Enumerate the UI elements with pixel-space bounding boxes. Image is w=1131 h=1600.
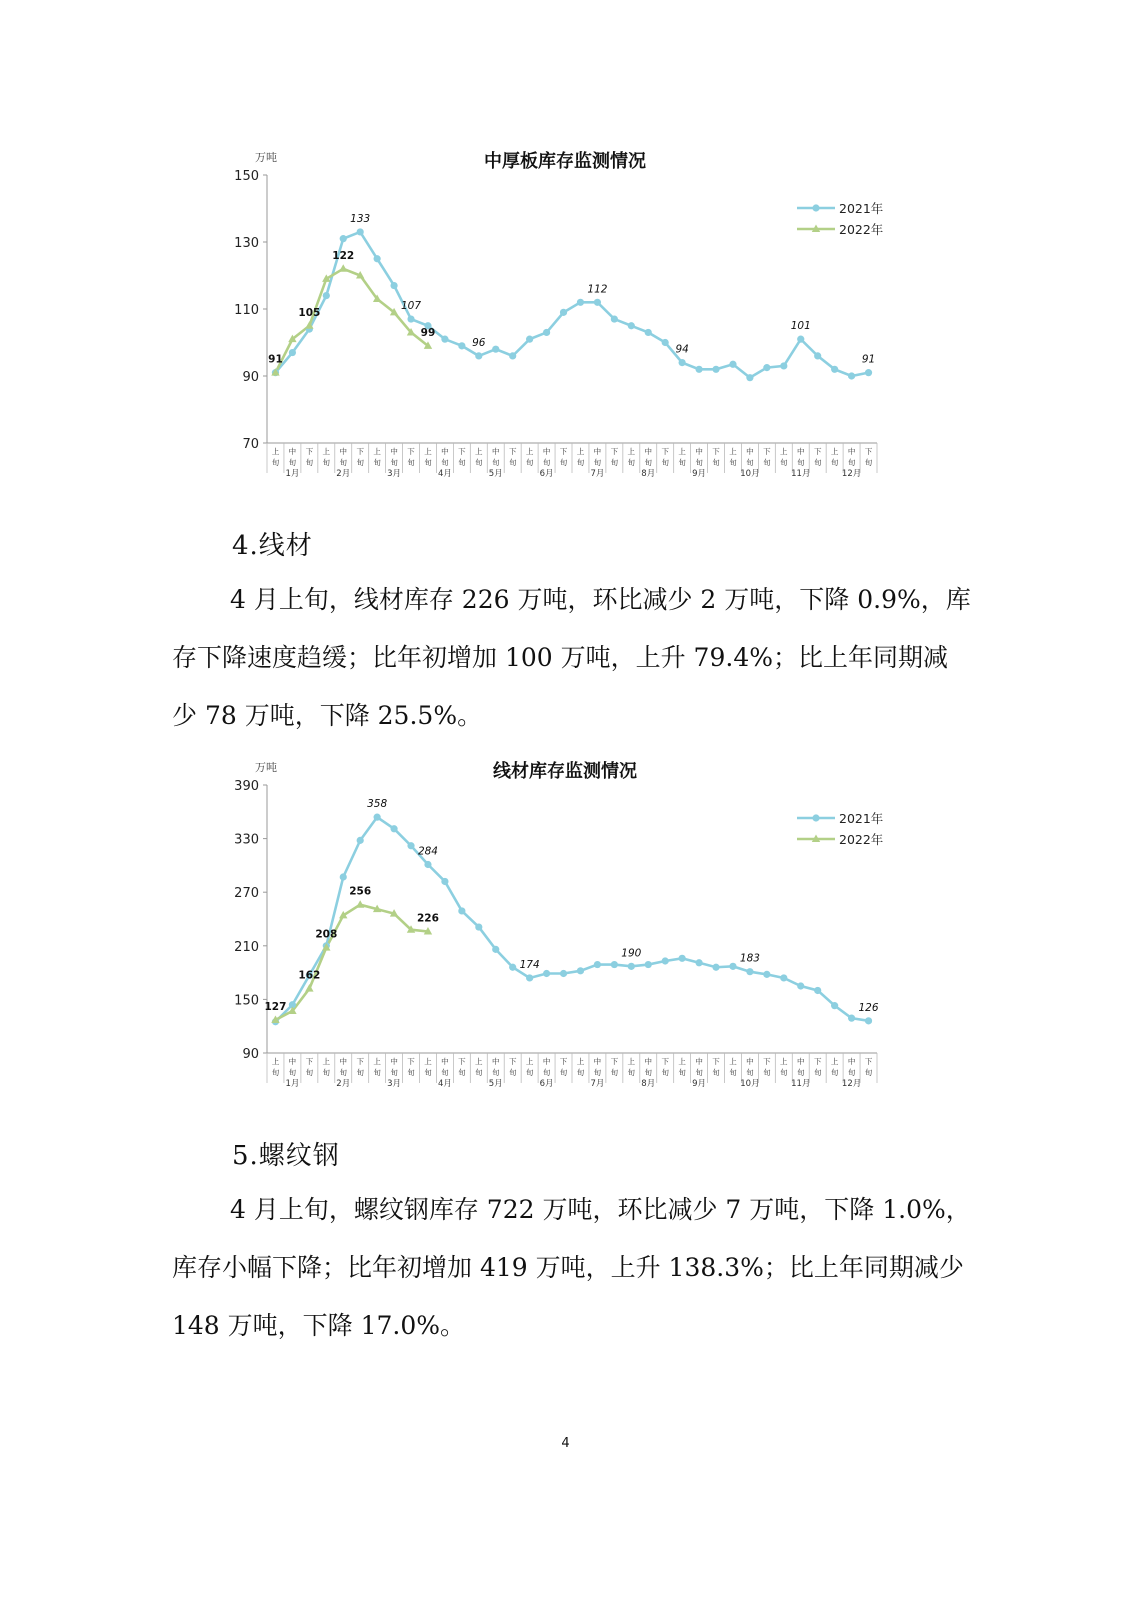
series-2021-line [275,232,868,378]
series-2021-point [407,315,414,322]
x-tick-label-bottom: 旬 [712,1068,720,1077]
data-label: 105 [298,306,321,319]
x-tick-label-top: 中 [390,447,398,456]
x-tick-label-bottom: 旬 [695,1068,703,1077]
x-tick-label-bottom: 旬 [678,458,686,467]
data-label: 162 [298,969,321,982]
y-tick-label: 270 [234,886,259,902]
x-tick-label-bottom: 旬 [610,458,619,467]
series-2021-point [763,364,770,371]
month-label: 8月 [641,469,656,479]
x-tick-label-top: 中 [644,1057,652,1066]
series-2021-point [611,961,618,968]
series-2021-point [340,235,347,242]
month-label: 10月 [740,1079,760,1089]
x-tick-label-bottom: 旬 [475,1068,483,1077]
x-tick-label-bottom: 旬 [525,458,534,467]
month-label: 12月 [841,1079,862,1089]
x-tick-label-bottom: 旬 [593,1068,602,1077]
x-tick-label-bottom: 旬 [542,458,551,467]
series-2021-point [577,299,584,306]
series-2021-point [526,336,533,343]
chart-svg [225,145,895,480]
x-tick-label-top: 中 [492,447,500,456]
x-tick-label-top: 中 [339,447,347,456]
data-label: 122 [332,249,355,262]
month-label: 9月 [692,469,707,479]
x-tick-label-top: 上 [322,1057,331,1066]
data-label: 190 [621,947,642,960]
x-tick-label-bottom: 旬 [288,458,297,467]
x-tick-label-top: 中 [288,447,297,456]
paragraph-rebar [172,1181,972,1355]
x-tick-label-top: 中 [492,1057,500,1066]
data-label: 174 [519,958,540,971]
x-tick-label-bottom: 旬 [661,458,669,467]
x-tick-label-bottom: 旬 [627,1068,636,1077]
x-tick-label-top: 下 [763,447,771,456]
series-2021-point [848,372,855,379]
x-tick-label-top: 下 [712,1057,720,1066]
x-tick-label-top: 下 [458,447,466,456]
circle-marker [812,814,819,821]
x-tick-label-top: 下 [356,447,364,456]
series-2021-point [374,255,381,262]
chart-title: 中厚板库存监测情况 [484,151,646,172]
x-tick-label-top: 下 [813,1057,822,1066]
x-tick-label-bottom: 旬 [763,458,771,467]
x-tick-label-bottom: 旬 [813,1068,822,1077]
data-label: 112 [587,283,608,296]
x-tick-label-bottom: 旬 [475,458,483,467]
x-tick-label-top: 下 [610,1057,619,1066]
series-2021-point [865,1017,872,1024]
month-label: 4月 [437,1079,452,1089]
series-2022-point [339,264,347,272]
x-tick-label-top: 中 [746,447,754,456]
month-label: 10月 [740,469,760,479]
x-tick-label-top: 上 [576,447,585,456]
data-label: 126 [858,1001,879,1014]
x-tick-label-top: 中 [847,447,856,456]
legend-label-2022: 2022年 [839,832,884,847]
series-2021-point [679,955,686,962]
month-label: 3月 [387,1079,402,1089]
month-label: 7月 [590,1079,605,1089]
x-tick-label-top: 中 [339,1057,347,1066]
x-tick-label-bottom: 旬 [356,458,364,467]
x-tick-label-top: 下 [407,1057,415,1066]
x-tick-label-bottom: 旬 [864,458,873,467]
x-tick-label-bottom: 旬 [729,458,737,467]
x-tick-label-bottom: 旬 [644,1068,652,1077]
x-tick-label-bottom: 旬 [407,458,415,467]
x-tick-label-top: 中 [695,1057,703,1066]
legend-label-2021: 2021年 [839,201,884,216]
data-label: 107 [401,300,422,313]
series-2021-point [509,352,516,359]
x-tick-label-top: 上 [627,1057,636,1066]
x-tick-label-top: 上 [830,1057,839,1066]
x-tick-label-bottom: 旬 [678,1068,686,1077]
x-tick-label-bottom: 旬 [356,1068,364,1077]
x-tick-label-bottom: 旬 [339,458,347,467]
series-2021-point [628,963,635,970]
month-label: 7月 [590,469,605,479]
x-tick-label-bottom: 旬 [830,1068,839,1077]
series-2021-point [458,342,465,349]
series-2021-point [424,861,431,868]
series-2021-point [628,322,635,329]
data-label: 94 [675,343,689,356]
x-tick-label-bottom: 旬 [695,458,703,467]
series-2021-point [526,974,533,981]
x-tick-label-top: 上 [373,1057,381,1066]
legend-label-2021: 2021年 [839,811,884,826]
series-2022-point [356,900,364,908]
wire-rod-inventory-chart [225,755,895,1089]
x-tick-label-top: 中 [797,1057,805,1066]
series-2021-point [645,961,652,968]
x-tick-label-bottom: 旬 [610,1068,619,1077]
x-tick-label-bottom: 旬 [322,1068,331,1077]
y-tick-label: 330 [234,832,259,848]
x-tick-label-top: 上 [780,447,788,456]
month-label: 8月 [641,1079,656,1089]
x-tick-label-top: 下 [458,1057,466,1066]
y-tick-label: 70 [242,437,259,452]
x-tick-label-top: 上 [729,1057,737,1066]
series-2021-point [662,957,669,964]
series-2021-point [475,352,482,359]
series-2021-point [543,970,550,977]
x-tick-label-bottom: 旬 [847,458,856,467]
y-tick-label: 110 [234,303,259,318]
x-tick-label-bottom: 旬 [492,1068,500,1077]
data-label: 284 [417,845,438,858]
x-tick-label-bottom: 旬 [576,458,585,467]
x-tick-label-top: 上 [780,1057,788,1066]
x-tick-label-top: 上 [475,1057,483,1066]
x-tick-label-bottom: 旬 [830,458,839,467]
series-2021-point [662,339,669,346]
month-label: 9月 [692,1079,707,1089]
x-tick-label-top: 下 [559,447,568,456]
x-tick-label-top: 下 [305,1057,314,1066]
x-tick-label-bottom: 旬 [373,1068,381,1077]
x-tick-label-bottom: 旬 [797,458,805,467]
month-label: 2月 [336,1079,351,1089]
series-2021-point [560,309,567,316]
x-tick-label-top: 中 [390,1057,398,1066]
x-tick-label-bottom: 旬 [797,1068,805,1077]
series-2021-point [594,961,601,968]
x-tick-label-top: 下 [661,1057,669,1066]
x-tick-label-top: 中 [847,1057,856,1066]
x-tick-label-bottom: 旬 [780,1068,788,1077]
circle-marker [812,204,819,211]
series-2021-point [695,959,702,966]
series-2021-line [275,817,868,1022]
month-label: 4月 [437,469,452,479]
section-heading-wire-rod: 4.线材 [232,531,313,561]
x-tick-label-top: 下 [763,1057,771,1066]
x-tick-label-bottom: 旬 [644,458,652,467]
y-axis-unit: 万吨 [255,761,277,774]
x-tick-label-top: 中 [542,447,551,456]
x-tick-label-bottom: 旬 [712,458,720,467]
data-label: 133 [350,212,371,225]
x-tick-label-top: 上 [424,447,432,456]
x-tick-label-top: 中 [695,447,703,456]
paragraph-text: 4 月上旬，螺纹钢库存 722 万吨，环比减少 7 万吨，下降 1.0%，库存小幅下降；比年初增加 419 万吨，上升 138.3%；比上年同期减少 148 万吨，下降 17.0%。 [172,1195,971,1340]
data-label: 208 [315,928,338,941]
x-tick-label-bottom: 旬 [305,1068,314,1077]
series-2021-point [746,968,753,975]
x-tick-label-bottom: 旬 [424,458,432,467]
x-tick-label-top: 上 [424,1057,432,1066]
series-2021-point [695,366,702,373]
x-tick-label-top: 上 [729,447,737,456]
series-2021-point [492,946,499,953]
series-2021-point [780,362,787,369]
x-tick-label-bottom: 旬 [593,458,602,467]
chart-title: 线材库存监测情况 [493,761,637,782]
x-tick-label-bottom: 旬 [373,458,381,467]
data-label: 96 [472,336,486,349]
x-tick-label-top: 上 [525,1057,534,1066]
series-2022-line [275,905,428,1020]
month-label: 1月 [285,1079,300,1089]
series-2021-point [814,352,821,359]
x-tick-label-bottom: 旬 [271,1068,280,1077]
series-2021-point [560,970,567,977]
month-label: 6月 [539,469,554,479]
x-tick-label-top: 中 [441,447,449,456]
month-label: 12月 [841,469,862,479]
series-2021-point [729,361,736,368]
month-label: 1月 [285,469,300,479]
x-tick-label-top: 下 [356,1057,364,1066]
series-2021-point [831,366,838,373]
x-tick-label-top: 上 [627,447,636,456]
series-2021-point [814,987,821,994]
x-tick-label-top: 中 [644,447,652,456]
x-tick-label-top: 上 [525,447,534,456]
data-label: 226 [417,912,439,925]
x-tick-label-bottom: 旬 [729,1068,737,1077]
month-label: 5月 [488,469,503,479]
x-tick-label-bottom: 旬 [864,1068,873,1077]
series-2021-point [645,329,652,336]
x-tick-label-top: 上 [830,447,839,456]
y-tick-label: 130 [234,236,259,251]
data-label: 101 [790,320,811,333]
x-tick-label-bottom: 旬 [458,1068,466,1077]
x-tick-label-top: 下 [508,447,517,456]
series-2021-point [712,366,719,373]
series-2021-point [780,974,787,981]
series-2021-point [323,292,330,299]
x-tick-label-top: 上 [373,447,381,456]
x-tick-label-top: 上 [475,447,483,456]
series-2021-point [475,923,482,930]
x-tick-label-top: 下 [712,447,720,456]
x-tick-label-top: 上 [322,447,331,456]
x-tick-label-bottom: 旬 [847,1068,856,1077]
x-tick-label-top: 中 [797,447,805,456]
series-2022-point [305,984,313,992]
x-tick-label-top: 上 [678,447,686,456]
x-tick-label-bottom: 旬 [288,1068,297,1077]
x-tick-label-top: 中 [542,1057,551,1066]
series-2021-point [441,336,448,343]
data-label: 127 [264,1000,287,1013]
x-tick-label-bottom: 旬 [441,458,449,467]
x-tick-label-bottom: 旬 [746,1068,754,1077]
y-tick-label: 90 [242,370,259,385]
paragraph-wire-rod [172,571,972,745]
x-tick-label-top: 下 [559,1057,568,1066]
month-label: 5月 [488,1079,503,1089]
x-tick-label-bottom: 旬 [441,1068,449,1077]
series-2022-line [275,269,428,373]
x-tick-label-bottom: 旬 [339,1068,347,1077]
x-tick-label-top: 上 [271,447,280,456]
series-2021-point [848,1015,855,1022]
x-tick-label-top: 下 [813,447,822,456]
series-2021-point [577,967,584,974]
x-tick-label-top: 中 [593,447,602,456]
x-tick-label-bottom: 旬 [763,1068,771,1077]
x-tick-label-bottom: 旬 [542,1068,551,1077]
x-tick-label-bottom: 旬 [305,458,314,467]
series-2021-point [509,964,516,971]
series-2021-point [390,825,397,832]
x-tick-label-top: 中 [441,1057,449,1066]
month-label: 11月 [791,469,811,479]
paragraph-text: 4 月上旬，线材库存 226 万吨，环比减少 2 万吨，下降 0.9%，库存下降速度趋缓；比年初增加 100 万吨，上升 79.4%；比上年同期减少 78 万吨，下降 25.5%。 [172,585,971,730]
x-tick-label-bottom: 旬 [627,458,636,467]
data-label: 256 [349,885,372,898]
x-tick-label-top: 下 [661,447,669,456]
series-2021-point [289,349,296,356]
series-2021-point [390,282,397,289]
x-tick-label-bottom: 旬 [508,458,517,467]
x-tick-label-bottom: 旬 [576,1068,585,1077]
series-2021-point [543,329,550,336]
y-tick-label: 90 [242,1047,259,1062]
x-tick-label-top: 上 [576,1057,585,1066]
section-heading-rebar: 5.螺纹钢 [232,1141,340,1171]
y-axis-unit: 万吨 [255,151,277,164]
series-2021-point [357,228,364,235]
data-label: 91 [268,353,283,366]
chart-svg [225,755,895,1090]
y-tick-label: 390 [234,779,259,794]
month-label: 11月 [791,1079,811,1089]
x-tick-label-bottom: 旬 [661,1068,669,1077]
series-2021-point [763,971,770,978]
series-2021-point [712,964,719,971]
x-tick-label-top: 下 [864,447,873,456]
x-tick-label-top: 下 [305,447,314,456]
y-tick-label: 210 [234,939,259,955]
series-2021-point [831,1002,838,1009]
series-2021-point [865,369,872,376]
series-2021-point [492,346,499,353]
x-tick-label-top: 下 [508,1057,517,1066]
series-2021-point [729,963,736,970]
y-tick-label: 150 [234,169,259,184]
series-2021-point [340,873,347,880]
x-tick-label-bottom: 旬 [525,1068,534,1077]
x-tick-label-top: 下 [864,1057,873,1066]
x-tick-label-top: 下 [610,447,619,456]
data-label: 183 [739,952,760,965]
medium-plate-inventory-chart [225,145,895,479]
month-label: 2月 [336,469,351,479]
x-tick-label-bottom: 旬 [424,1068,432,1077]
month-label: 6月 [539,1079,554,1089]
x-tick-label-bottom: 旬 [559,1068,568,1077]
x-tick-label-top: 中 [288,1057,297,1066]
series-2021-point [594,299,601,306]
series-2021-point [357,837,364,844]
series-2021-point [679,359,686,366]
series-2021-point [458,907,465,914]
series-2021-point [797,336,804,343]
x-tick-label-top: 上 [271,1057,280,1066]
series-2021-point [611,315,618,322]
series-2021-point [441,878,448,885]
data-label: 99 [420,326,436,339]
x-tick-label-bottom: 旬 [390,1068,398,1077]
series-2021-point [746,374,753,381]
y-tick-label: 150 [234,993,259,1009]
month-label: 3月 [387,469,402,479]
series-2021-point [797,982,804,989]
data-label: 91 [861,353,876,366]
x-tick-label-top: 下 [407,447,415,456]
x-tick-label-bottom: 旬 [492,458,500,467]
page-number: 4 [561,1436,570,1451]
legend-label-2022: 2022年 [839,222,884,237]
x-tick-label-bottom: 旬 [407,1068,415,1077]
x-tick-label-bottom: 旬 [780,458,788,467]
x-tick-label-top: 中 [593,1057,602,1066]
x-tick-label-top: 上 [678,1057,686,1066]
x-tick-label-bottom: 旬 [458,458,466,467]
series-2021-point [374,814,381,821]
x-tick-label-bottom: 旬 [271,458,280,467]
data-label: 358 [367,798,388,811]
x-tick-label-top: 中 [746,1057,754,1066]
x-tick-label-bottom: 旬 [559,458,568,467]
x-tick-label-bottom: 旬 [390,458,398,467]
x-tick-label-bottom: 旬 [322,458,331,467]
x-tick-label-bottom: 旬 [813,458,822,467]
x-tick-label-bottom: 旬 [746,458,754,467]
series-2021-point [407,842,414,849]
x-tick-label-bottom: 旬 [508,1068,517,1077]
